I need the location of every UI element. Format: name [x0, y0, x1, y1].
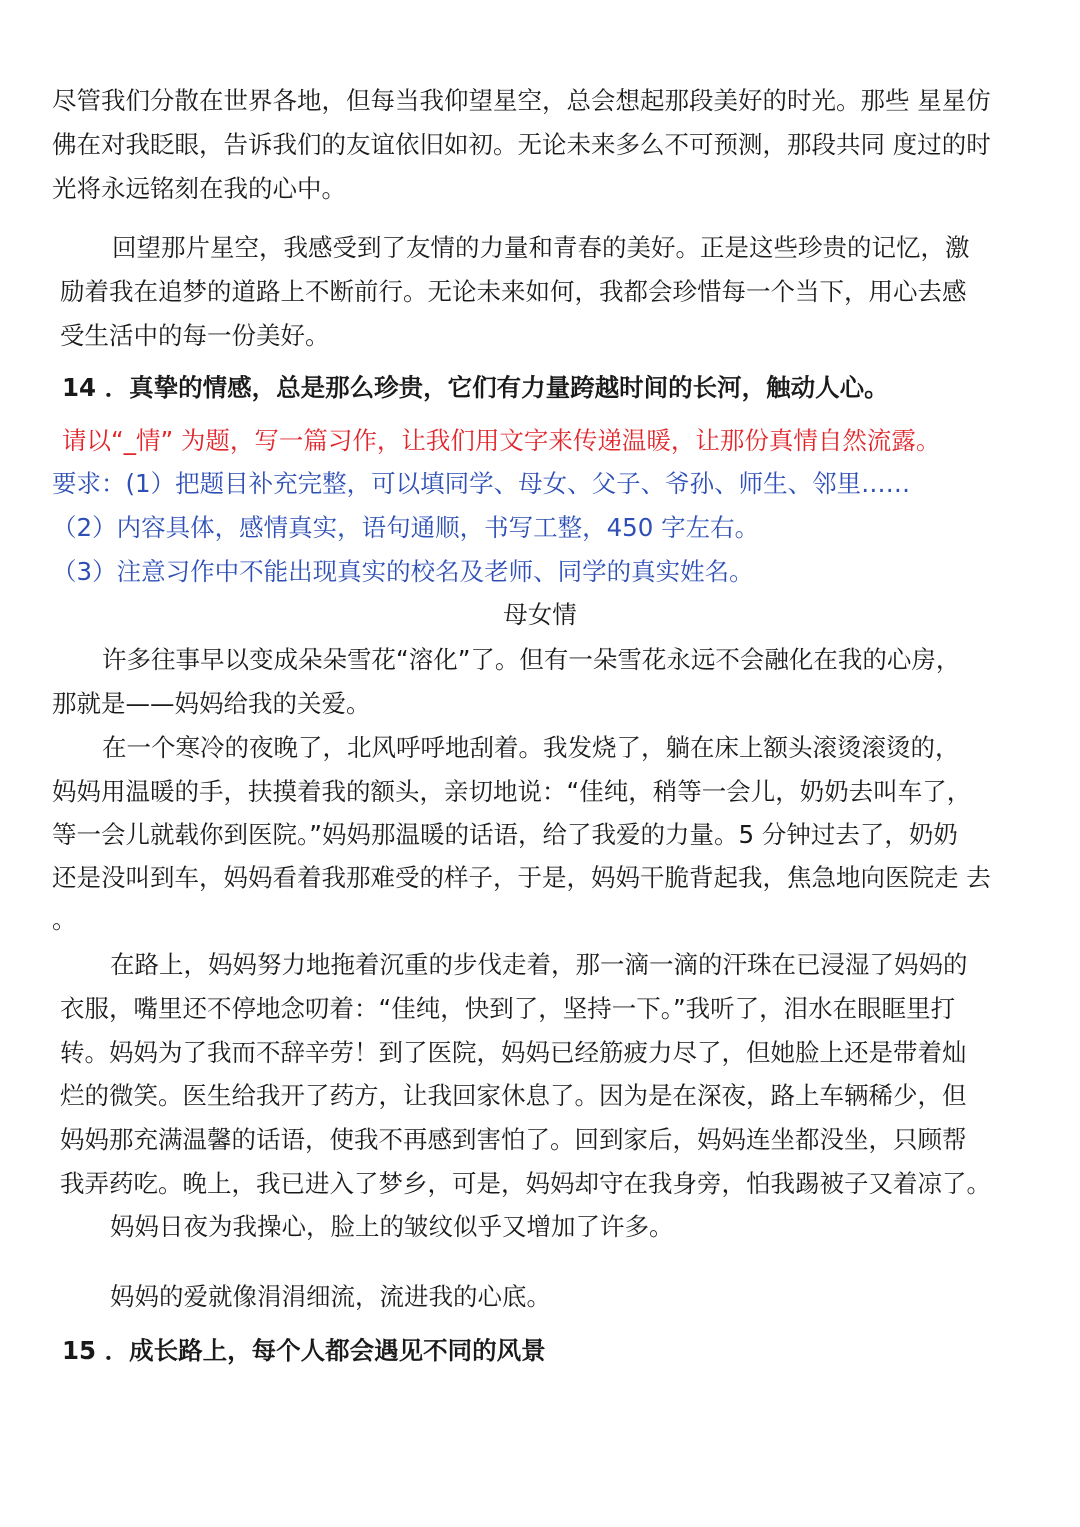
text-line: 妈妈日夜为我操心，脸上的皱纹似乎又增加了许多。	[110, 1212, 674, 1241]
text-line: 妈妈用温暖的手，扶摸着我的额头，亲切地说：“佳纯，稍等一会儿，奶奶去叫车了，	[52, 777, 972, 806]
text-line: 还是没叫到车，妈妈看着我那难受的样子，于是，妈妈干脆背起我，焦急地向医院走 去	[52, 863, 991, 892]
text-line: 妈妈的爱就像涓涓细流，流进我的心底。	[110, 1282, 551, 1311]
text-line: 烂的微笑。医生给我开了药方，让我回家休息了。因为是在深夜，路上车辆稀少，但	[60, 1081, 967, 1110]
question-14-heading: 14 ．真挚的情感，总是那么珍贵，它们有力量跨越时间的长河，触动人心。	[62, 373, 889, 402]
text-line: 励着我在追梦的道路上不断前行。无论未来如何，我都会珍惜每一个当下，用心去感	[60, 277, 967, 306]
text-line: 许多往事早以变成朵朵雪花“溶化”了。但有一朵雪花永远不会融化在我的心房，	[102, 645, 961, 674]
text-line: 光将永远铭刻在我的心中。	[52, 174, 346, 203]
text-line: 衣服，嘴里还不停地念叨着：“佳纯，快到了，坚持一下。”我听了，泪水在眼眶里打	[60, 994, 956, 1023]
text-line: 在一个寒冷的夜晚了，北风呼呼地刮着。我发烧了，躺在床上额头滚烫滚烫的，	[102, 733, 960, 762]
essay-title: 母女情	[503, 600, 577, 629]
text-line: 妈妈那充满温馨的话语，使我不再感到害怕了。回到家后，妈妈连坐都没坐，只顾帮	[60, 1125, 967, 1154]
requirement-3: （3）注意习作中不能出现真实的校名及老师、同学的真实姓名。	[52, 557, 754, 586]
question-14-prompt: 请以“_情” 为题，写一篇习作，让我们用文字来传递温暖，让那份真情自然流露。	[62, 426, 941, 455]
text-line: 在路上，妈妈努力地拖着沉重的步伐走着，那一滴一滴的汗珠在已浸湿了妈妈的	[110, 950, 968, 979]
text-line: 受生活中的每一份美好。	[60, 321, 330, 350]
text-line: 佛在对我眨眼，告诉我们的友谊依旧如初。无论未来多么不可预测，那段共同 度过的时	[52, 130, 991, 159]
text-line: 尽管我们分散在世界各地，但每当我仰望星空，总会想起那段美好的时光。那些 星星仿	[52, 86, 991, 115]
text-line: 回望那片星空，我感受到了友情的力量和青春的美好。正是这些珍贵的记忆，激	[112, 233, 970, 262]
requirement-1: 要求：(1）把题目补充完整，可以填同学、母女、父子、爷孙、师生、邻里……	[52, 469, 911, 498]
text-line: 我弄药吃。晚上，我已进入了梦乡，可是，妈妈却守在我身旁，怕我踢被子又着凉了。	[60, 1169, 991, 1198]
text-line: 。	[52, 905, 77, 934]
requirement-2: （2）内容具体，感情真实，语句通顺，书写工整，450 字左右。	[52, 513, 760, 542]
text-line: 转。妈妈为了我而不辞辛劳！到了医院，妈妈已经筋疲力尽了，但她脸上还是带着灿	[60, 1038, 967, 1067]
question-15-heading: 15 ．成长路上，每个人都会遇见不同的风景	[62, 1336, 546, 1365]
text-line: 等一会儿就载你到医院。”妈妈那温暖的话语，给了我爱的力量。5 分钟过去了，奶奶	[52, 820, 958, 849]
text-line: 那就是——妈妈给我的关爱。	[52, 689, 371, 718]
